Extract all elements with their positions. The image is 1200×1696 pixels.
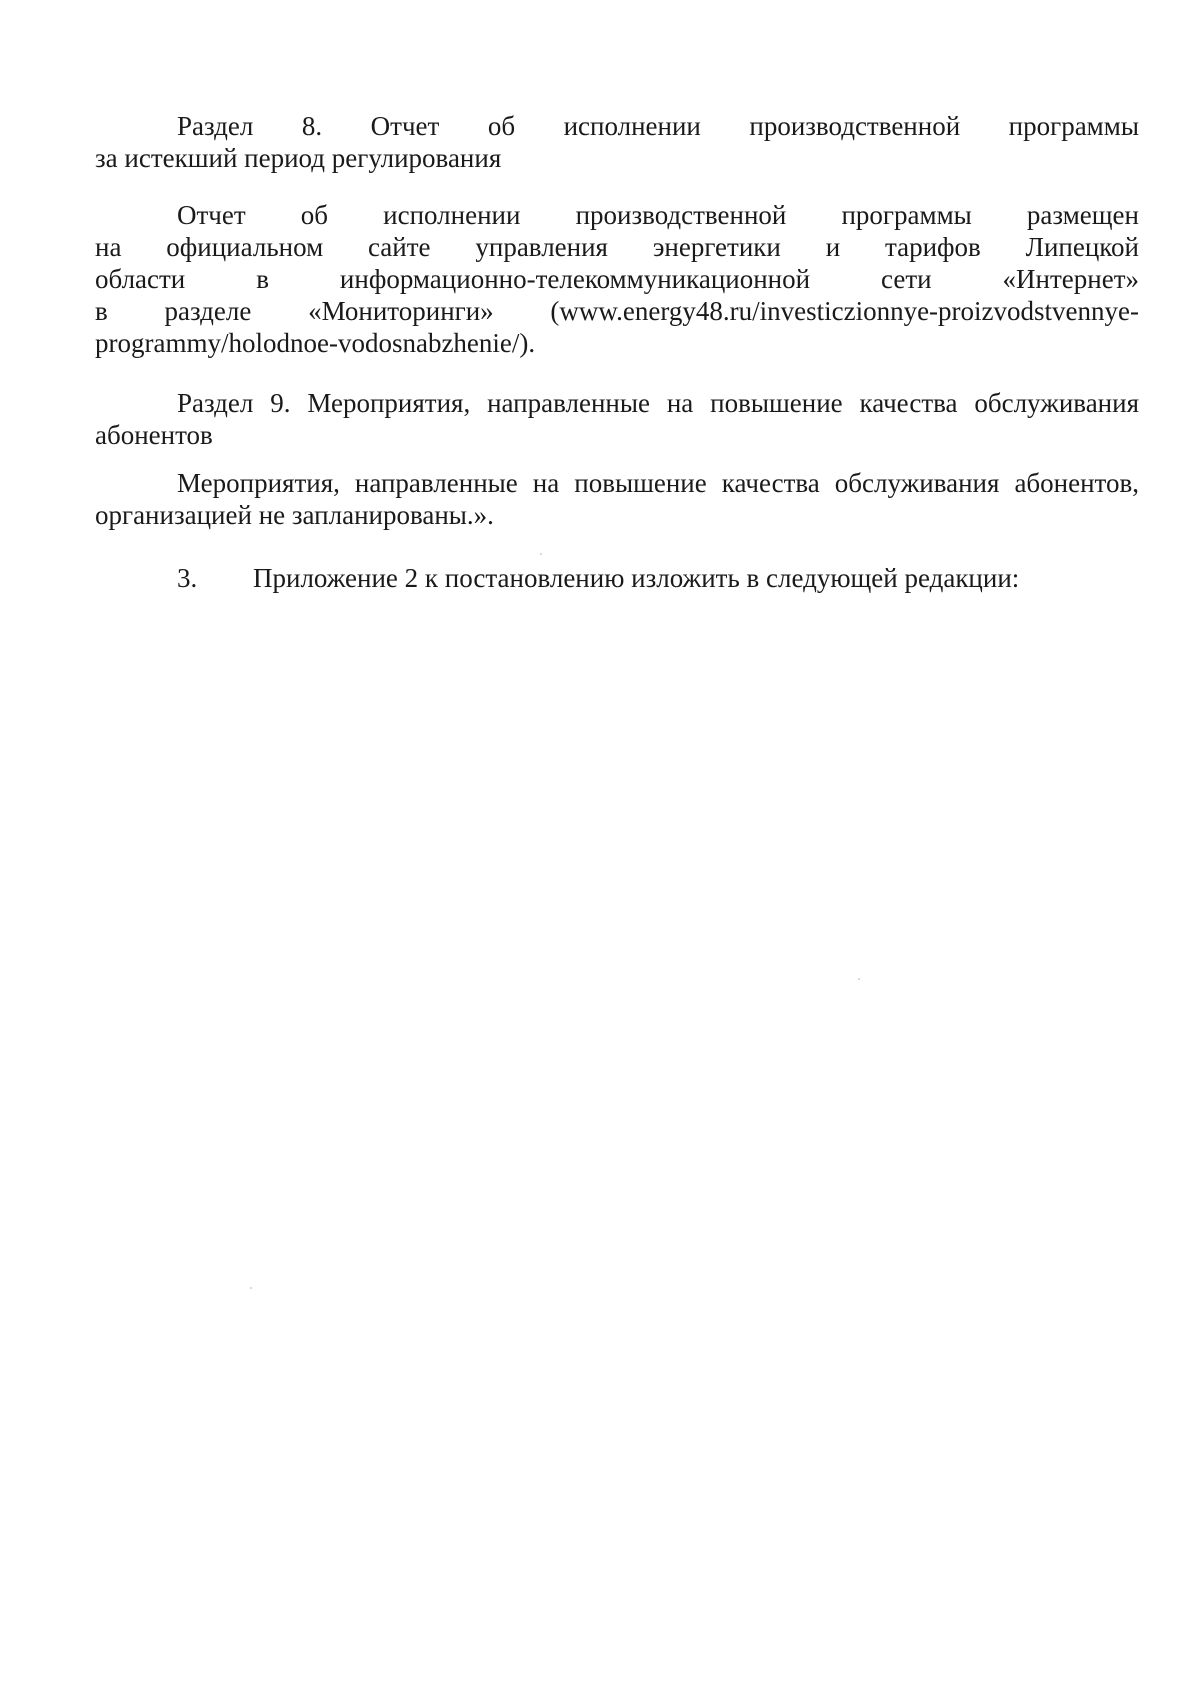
item-number: 3. xyxy=(177,563,198,593)
measures-paragraph-line: Мероприятия, направленные на повышение качества обслуживания абонентов, xyxy=(177,468,1139,498)
section-9-heading-line: Раздел 9. Мероприятия, направленные на повышение качества обслуживания xyxy=(177,388,1139,418)
report-paragraph-line: области в информационно-телекоммуникационной сети «Интернет» xyxy=(95,264,1139,294)
section-9-heading-line: абонентов xyxy=(95,420,213,450)
report-paragraph-line: programmy/holodnoe-vodosnabzhenie/). xyxy=(95,328,536,358)
scan-speck xyxy=(540,553,542,555)
section-8-heading xyxy=(95,110,1139,174)
section-8-heading-line: за истекший период регулирования xyxy=(95,143,502,173)
measures-paragraph-line: организацией не запланированы.». xyxy=(95,500,494,530)
section-9-heading xyxy=(95,387,1139,451)
report-paragraph-line: Отчет об исполнении производственной программы размещен xyxy=(177,200,1139,230)
report-paragraph-line: на официальном сайте управления энергетики и тарифов Липецкой xyxy=(95,232,1139,262)
item-text: Приложение 2 к постановлению изложить в следующей редакции: xyxy=(253,563,1020,593)
scan-speck xyxy=(858,978,860,980)
numbered-item-3 xyxy=(177,562,1019,594)
scan-speck xyxy=(250,1287,252,1289)
measures-paragraph xyxy=(95,467,1139,531)
report-paragraph xyxy=(95,199,1139,359)
section-8-heading-line: Раздел 8. Отчет об исполнении производственной программы xyxy=(177,111,1139,141)
report-paragraph-line: в разделе «Мониторинги» (www.energy48.ru/investiczionnye-proizvodstvennye- xyxy=(95,296,1139,326)
